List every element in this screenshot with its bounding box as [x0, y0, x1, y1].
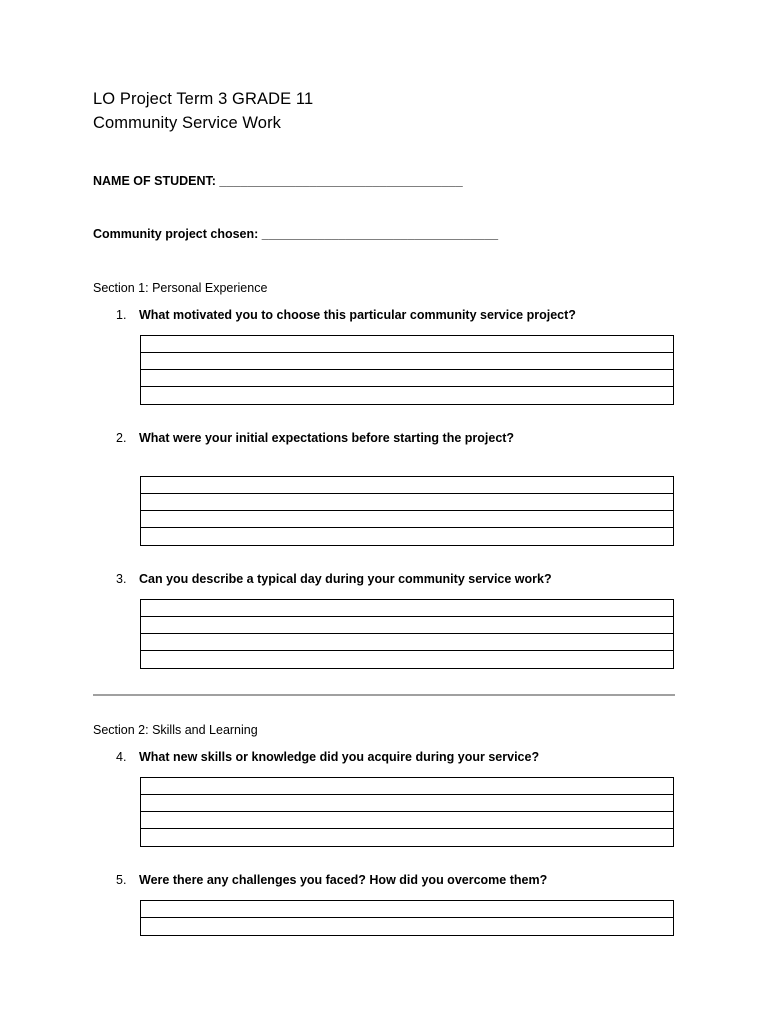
answer-box-2[interactable]	[140, 476, 674, 546]
section-divider	[93, 694, 675, 696]
answer-line[interactable]	[141, 600, 673, 617]
answer-line[interactable]	[141, 336, 673, 353]
answer-line[interactable]	[141, 778, 673, 795]
project-chosen-field[interactable]: Community project chosen: __________________________________	[93, 227, 499, 241]
question-1	[116, 308, 576, 322]
question-text: What were your initial expectations before starting the project?	[139, 431, 515, 445]
answer-line[interactable]	[141, 511, 673, 528]
answer-box-4[interactable]	[140, 777, 674, 847]
question-3	[116, 572, 552, 586]
question-number: 1.	[116, 308, 127, 322]
student-name-field[interactable]: NAME OF STUDENT: ___________________________________	[93, 174, 463, 188]
question-2	[116, 431, 514, 445]
answer-line[interactable]	[141, 387, 673, 404]
answer-line[interactable]	[141, 494, 673, 511]
answer-line[interactable]	[141, 829, 673, 846]
answer-line[interactable]	[141, 370, 673, 387]
question-number: 2.	[116, 431, 127, 445]
answer-line[interactable]	[141, 477, 673, 494]
question-text: Can you describe a typical day during your community service work?	[139, 572, 552, 586]
question-number: 3.	[116, 572, 127, 586]
question-number: 5.	[116, 873, 127, 887]
question-5	[116, 873, 547, 887]
answer-box-1[interactable]	[140, 335, 674, 405]
worksheet-title: LO Project Term 3 GRADE 11	[93, 90, 314, 108]
question-text: What motivated you to choose this particular community service project?	[139, 308, 576, 322]
section-2-heading: Section 2: Skills and Learning	[93, 723, 258, 737]
answer-line[interactable]	[141, 634, 673, 651]
worksheet-subtitle: Community Service Work	[93, 114, 282, 132]
question-text: Were there any challenges you faced? How did you overcome them?	[139, 873, 548, 887]
question-4	[116, 750, 539, 764]
answer-box-5[interactable]	[140, 900, 674, 936]
question-text: What new skills or knowledge did you acquire during your service?	[139, 750, 540, 764]
answer-line[interactable]	[141, 528, 673, 545]
answer-line[interactable]	[141, 901, 673, 918]
question-number: 4.	[116, 750, 127, 764]
answer-line[interactable]	[141, 918, 673, 935]
section-1-heading: Section 1: Personal Experience	[93, 281, 268, 295]
answer-line[interactable]	[141, 617, 673, 634]
answer-line[interactable]	[141, 353, 673, 370]
answer-line[interactable]	[141, 795, 673, 812]
answer-box-3[interactable]	[140, 599, 674, 669]
answer-line[interactable]	[141, 812, 673, 829]
answer-line[interactable]	[141, 651, 673, 668]
